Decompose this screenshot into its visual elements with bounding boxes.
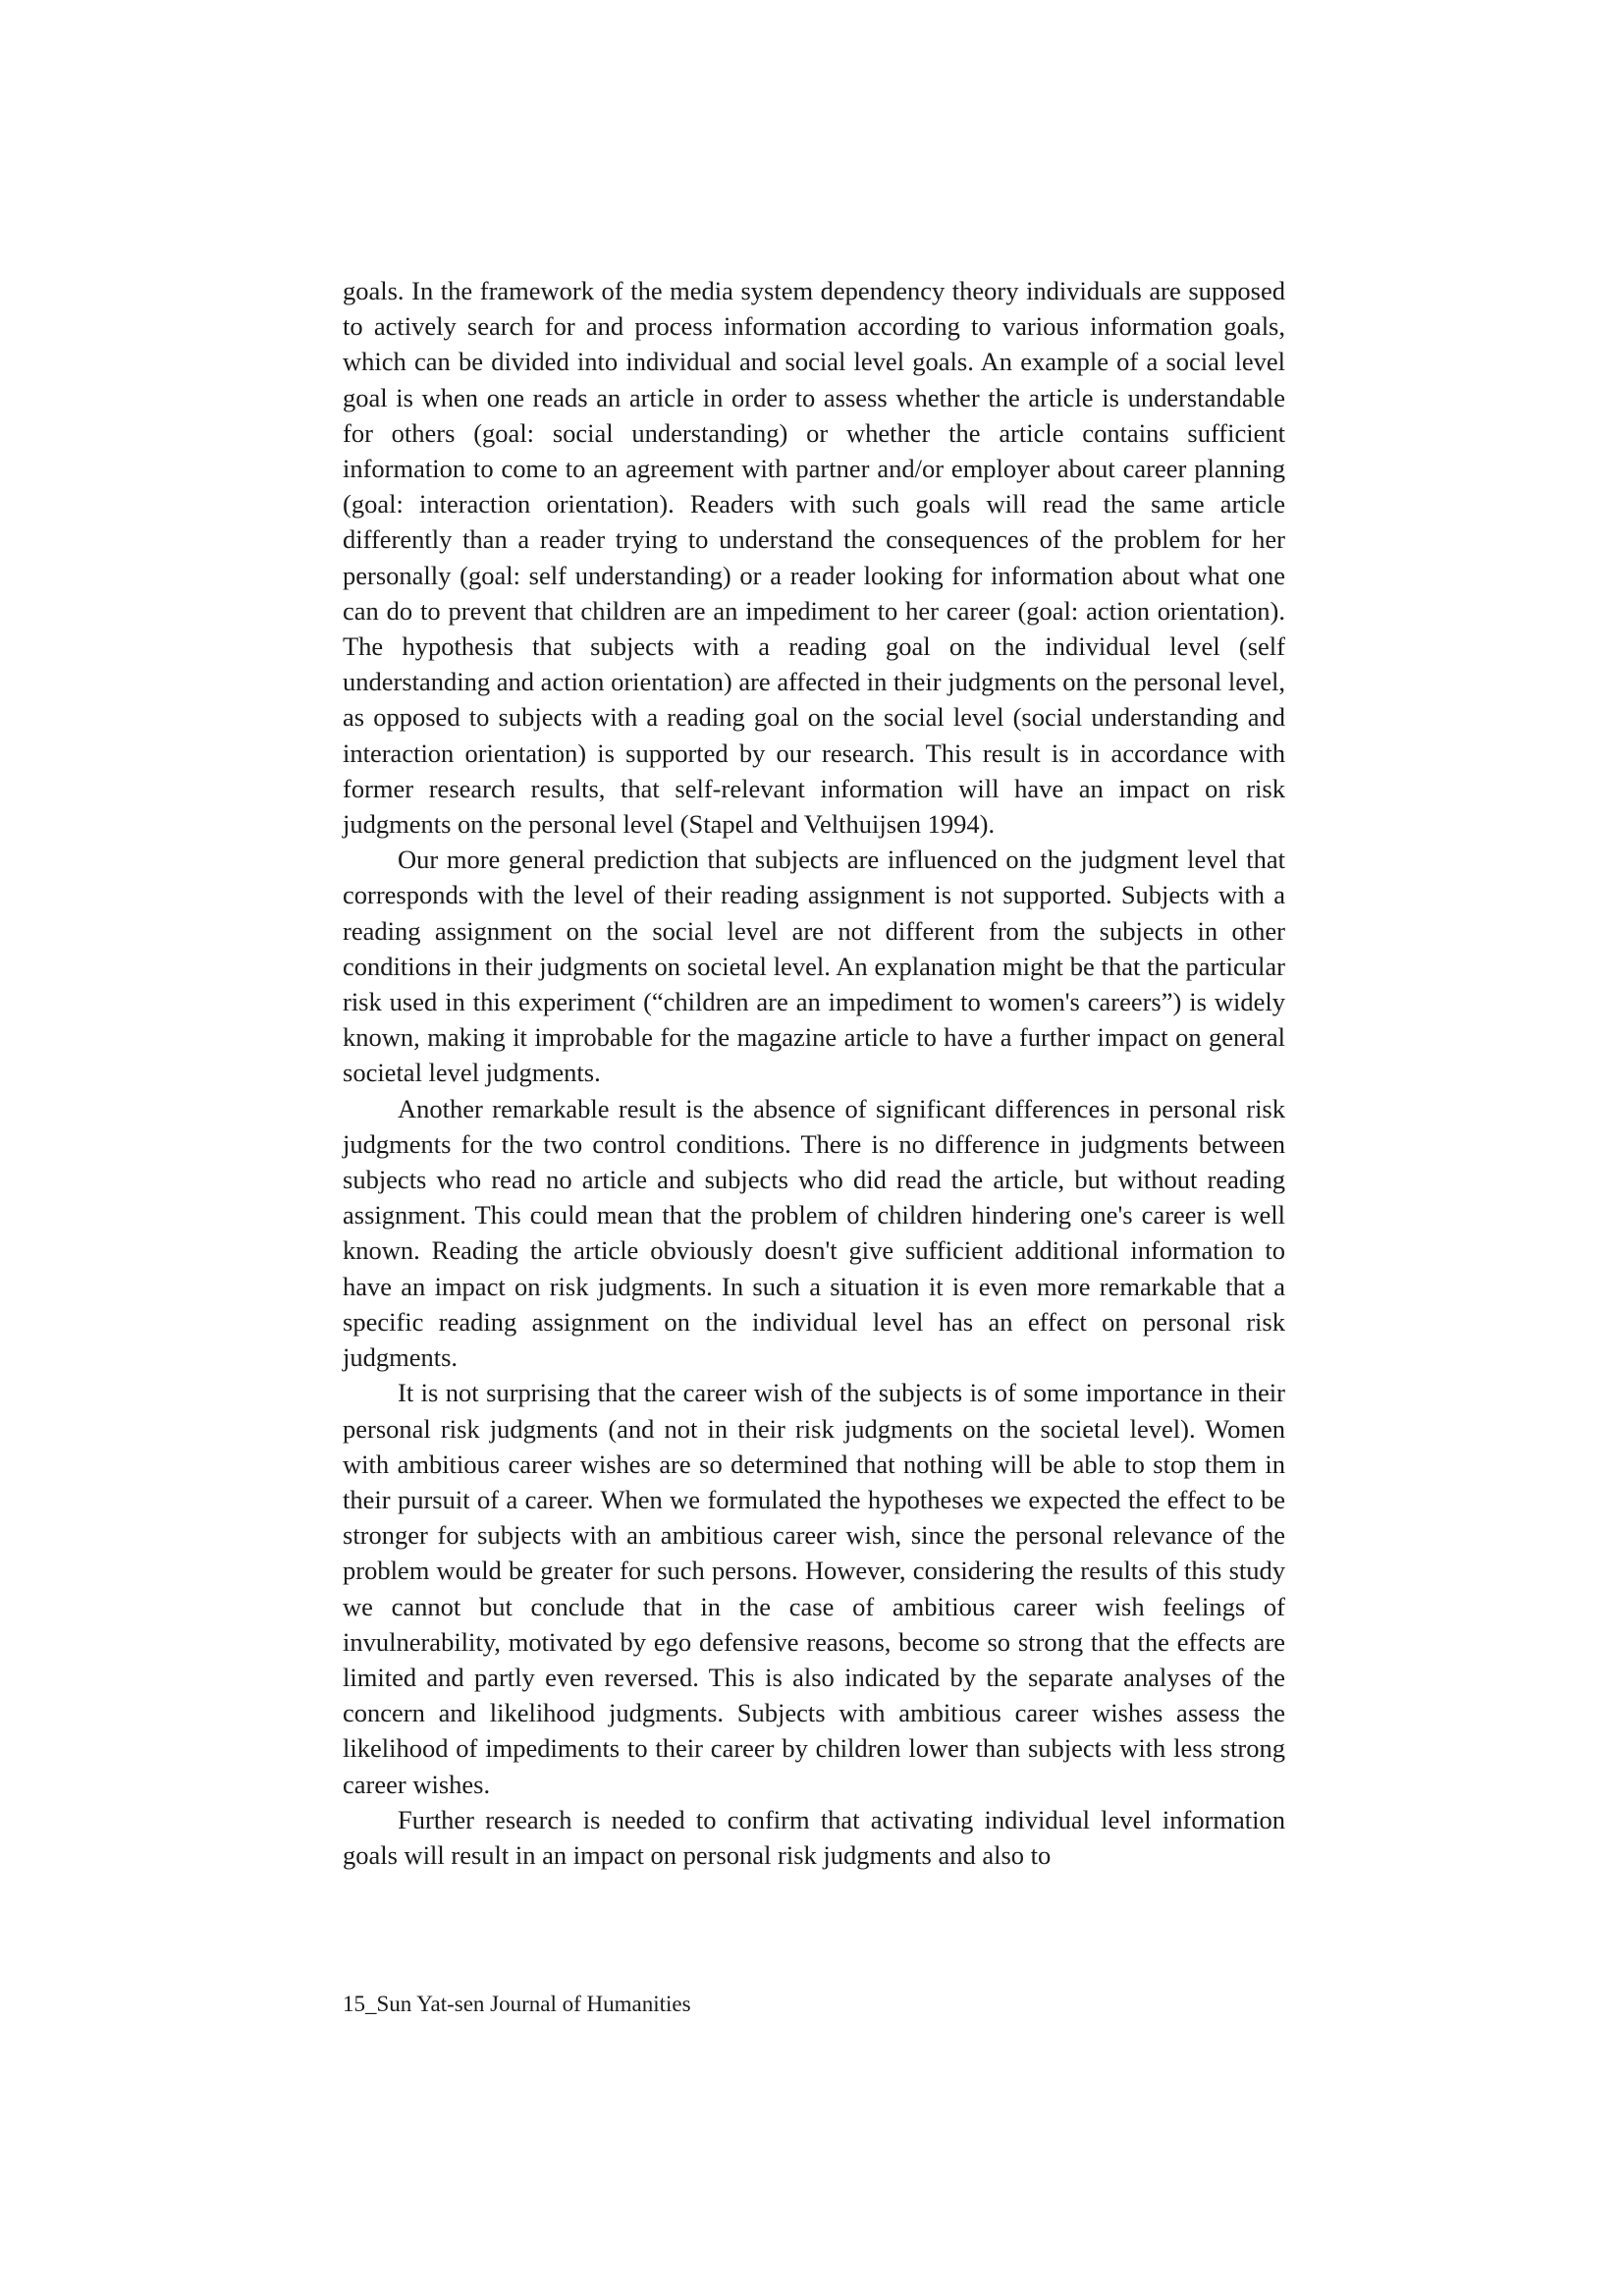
paragraph-3: Another remarkable result is the absence of significant differences in personal risk judgments for the two control conditions. There is no difference in judgments between subjects who read no article and subjects who did read the article, but without reading assignment. This could mean that the problem of children hindering one's career is well known. Reading the article obviously doesn't give sufficient additional information to have an impact on risk judgments. In such a situation it is even more remarkable that a specific reading assignment on the individual level has an effect on personal risk judgments. (343, 1093, 1285, 1373)
paragraph-4: It is not surprising that the career wish of the subjects is of some importance in their personal risk judgments (and not in their risk judgments on the societal level). Women with ambitious career wishes are so determined that nothing will be able to stop them in their pursuit of a career. When we formulated the hypotheses we expected the effect to be stronger for subjects with an ambitious career wish, since the personal relevance of the problem would be greater for such persons. However, considering the results of this study we cannot but conclude that in the case of ambitious career wish feelings of invulnerability, motivated by ego defensive reasons, become so strong that the effects are limited and partly even reversed. This is also indicated by the separate analyses of the concern and likelihood judgments. Subjects with ambitious career wishes assess the likelihood of impediments to their career by children lower than subjects with less strong career wishes. (343, 1378, 1285, 1799)
paragraph-5: Further research is needed to confirm that activating individual level information goals will result in an impact on personal risk judgments and also to (343, 1804, 1285, 1870)
article-body (343, 273, 1285, 1873)
paragraph-2: Our more general prediction that subjects are influenced on the judgment level that corresponds with the level of their reading assignment is not supported. Subjects with a reading assignment on the social level are not different from the subjects in other conditions in their judgments on societal level. An explanation might be that the particular risk used in this experiment (“children are an impediment to women's careers”) is widely known, making it improbable for the magazine article to have a further impact on general societal level judgments. (343, 845, 1285, 1088)
page-footer: 15_Sun Yat-sen Journal of Humanities (343, 1992, 691, 2016)
paragraph-1: goals. In the framework of the media system dependency theory individuals are supposed to actively search for and process information according to various information goals, which can be divided into individual and social level goals. An example of a social level goal is when one reads an article in order to assess whether the article is understandable for others (goal: social understanding) or whether the article contains sufficient information to come to an agreement with partner and/or employer about career planning (goal: interaction orientation). Readers with such goals will read the same article differently than a reader trying to understand the consequences of the problem for her personally (goal: self understanding) or a reader looking for information about what one can do to prevent that children are an impediment to her career (goal: action orientation). The hypothesis that subjects with a reading goal on the individual level (self understanding and action orientation) are affected in their judgments on the personal level, as opposed to subjects with a reading goal on the social level (social understanding and interaction orientation) is supported by our research. This result is in accordance with former research results, that self-relevant information will have an impact on risk judgments on the personal level (Stapel and Velthuijsen 1994). (343, 276, 1285, 840)
